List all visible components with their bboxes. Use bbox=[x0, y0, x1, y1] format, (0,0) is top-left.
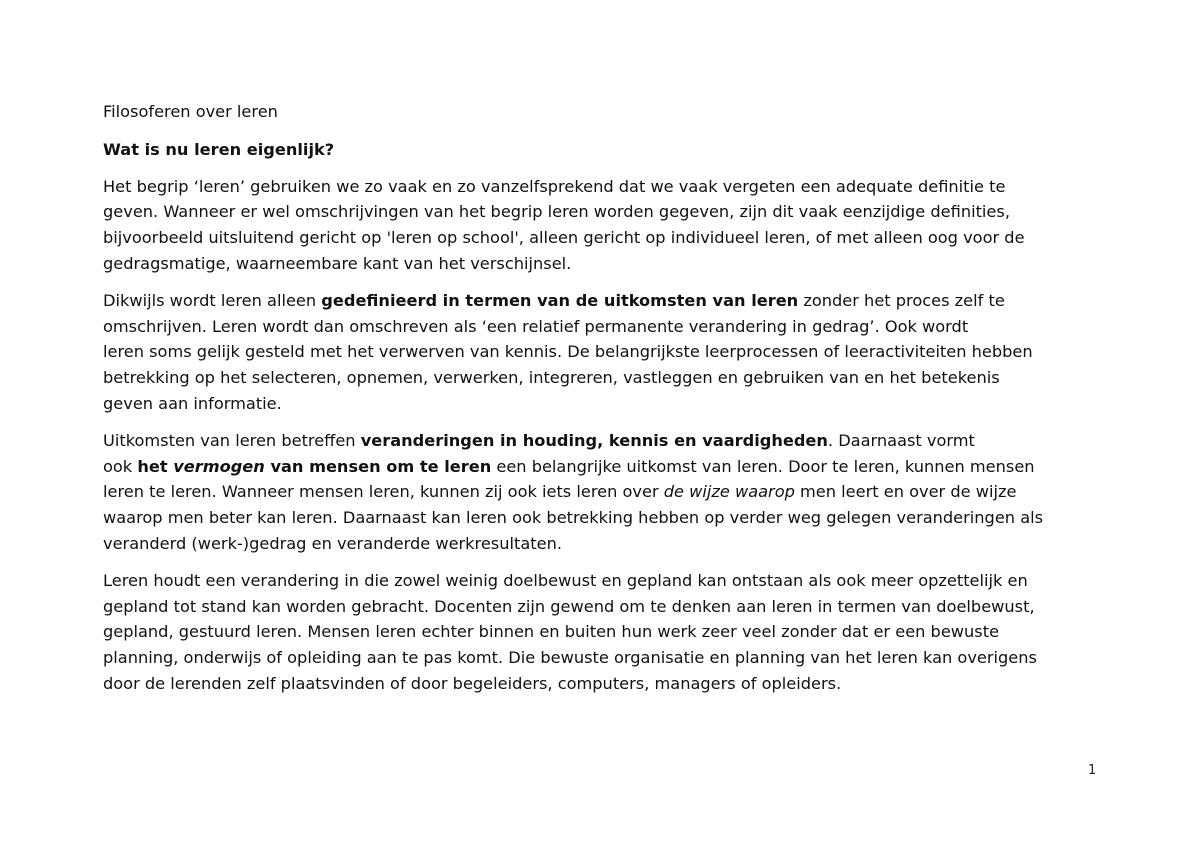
text-run: gepland, gestuurd leren. Mensen leren echter binnen en buiten hun werk zeer veel zonder dat er een bewuste bbox=[103, 622, 1000, 642]
text-run: veranderingen in houding, kennis en vaardigheden bbox=[360, 430, 828, 450]
paragraph-line bbox=[103, 454, 1103, 480]
paragraph-line bbox=[103, 365, 1103, 391]
paragraphs-container bbox=[103, 174, 1103, 697]
paragraph-2 bbox=[103, 288, 1103, 417]
paragraph-line bbox=[103, 568, 1103, 594]
text-run: Dikwijls wordt leren alleen bbox=[103, 290, 322, 310]
paragraph-line bbox=[103, 251, 1103, 277]
text-run: gedragsmatige, waarneembare kant van het verschijnsel. bbox=[103, 253, 572, 273]
paragraph-line bbox=[103, 199, 1103, 225]
text-run: het bbox=[137, 456, 174, 476]
text-run: gepland tot stand kan worden gebracht. Docenten zijn gewend om te denken aan leren in termen van doelbewust, bbox=[103, 596, 1035, 616]
text-run: de wijze waarop bbox=[663, 482, 795, 502]
text-run: veranderd (werk-)gedrag en veranderde werkresultaten. bbox=[103, 533, 562, 553]
text-run: geven. Wanneer er wel omschrijvingen van het begrip leren worden gegeven, zijn dit vaak eenzijdige definities, bbox=[103, 202, 1010, 222]
text-run: ook bbox=[103, 456, 138, 476]
text-run: Uitkomsten van leren betreffen bbox=[103, 430, 361, 450]
text-run: van mensen om te leren bbox=[264, 456, 492, 476]
paragraph-line bbox=[103, 174, 1103, 200]
text-run: Leren houdt een verandering in die zowel weinig doelbewust en gepland kan ontstaan als ook meer opzettelijk en bbox=[103, 570, 1028, 590]
document-title: Filosoferen over leren bbox=[103, 102, 278, 121]
text-run: planning, onderwijs of opleiding aan te pas komt. Die bewuste organisatie en planning van het leren kan overigens bbox=[103, 648, 1037, 668]
text-run: omschrijven. Leren wordt dan omschreven als ‘een relatief permanente verandering in gedrag’. Ook wordt bbox=[103, 316, 969, 336]
text-run: geven aan informatie. bbox=[103, 393, 282, 413]
text-run: . Daarnaast vormt bbox=[827, 430, 975, 450]
text-run: gedefinieerd in termen van de uitkomsten van leren bbox=[321, 290, 799, 310]
paragraph-line bbox=[103, 645, 1103, 671]
section-heading: Wat is nu leren eigenlijk? bbox=[103, 139, 335, 159]
paragraph-line bbox=[103, 225, 1103, 251]
text-run: Het begrip ‘leren’ gebruiken we zo vaak en zo vanzelfsprekend dat we vaak vergeten een adequate definitie te bbox=[103, 176, 1006, 196]
paragraph-line bbox=[103, 594, 1103, 620]
paragraph-line bbox=[103, 428, 1103, 454]
text-run: zonder het proces zelf te bbox=[798, 290, 1005, 310]
paragraph-4 bbox=[103, 568, 1103, 697]
text-run: waarop men beter kan leren. Daarnaast kan leren ook betrekking hebben op verder weg gelegen veranderingen als bbox=[103, 508, 1044, 528]
paragraph-line bbox=[103, 391, 1103, 417]
document-body bbox=[103, 99, 1103, 708]
paragraph-line bbox=[103, 314, 1103, 340]
paragraph-line bbox=[103, 619, 1103, 645]
text-run: door de lerenden zelf plaatsvinden of door begeleiders, computers, managers of opleiders. bbox=[103, 673, 842, 693]
paragraph-line bbox=[103, 339, 1103, 365]
text-run: leren te leren. Wanneer mensen leren, kunnen zij ook iets leren over bbox=[103, 482, 664, 502]
paragraph-line bbox=[103, 288, 1103, 314]
text-run: bijvoorbeeld uitsluitend gericht op 'leren op school', alleen gericht op individueel leren, of met alleen oog voor de bbox=[103, 228, 1025, 248]
paragraph-line bbox=[103, 505, 1103, 531]
text-run: vermogen bbox=[173, 456, 265, 476]
paragraph-3 bbox=[103, 428, 1103, 557]
text-run: men leert en over de wijze bbox=[794, 482, 1017, 502]
text-run: betrekking op het selecteren, opnemen, verwerken, integreren, vastleggen en gebruiken van en het betekenis bbox=[103, 368, 1000, 388]
text-run: een belangrijke uitkomst van leren. Door te leren, kunnen mensen bbox=[491, 456, 1035, 476]
paragraph-line bbox=[103, 531, 1103, 557]
page-number: 1 bbox=[1088, 763, 1097, 778]
paragraph-line bbox=[103, 671, 1103, 697]
text-run: leren soms gelijk gesteld met het verwerven van kennis. De belangrijkste leerprocessen of leeractiviteiten hebben bbox=[103, 342, 1033, 362]
paragraph-1 bbox=[103, 174, 1103, 277]
paragraph-line bbox=[103, 479, 1103, 505]
